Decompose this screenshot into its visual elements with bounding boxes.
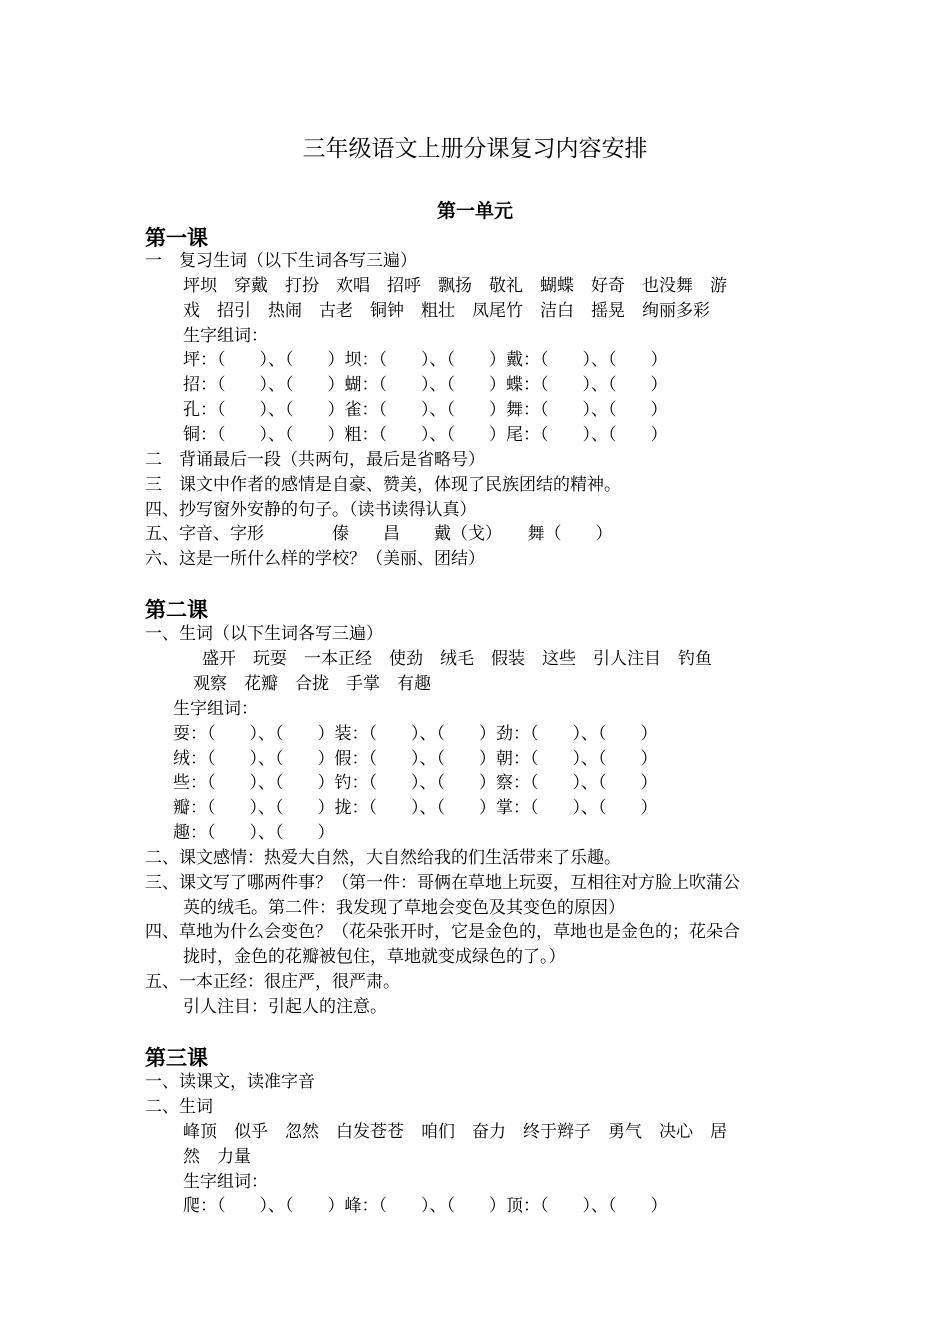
- lesson-3-line: 二、生词: [145, 1097, 213, 1117]
- lesson-2-line: 一、生词（以下生词各写三遍）: [145, 624, 383, 644]
- lesson-2-line: 趣：（ ）、（ ）: [173, 823, 335, 843]
- lesson-3-line: 然 力量: [183, 1147, 251, 1167]
- lesson-2-line: 耍：（ ）、（ ）装：（ ）、（ ）劲：（ ）、（ ）: [173, 724, 658, 744]
- lesson-2-line: 生字组词：: [173, 699, 258, 719]
- lesson-2-line: 拢时，金色的花瓣被包住，草地就变成绿色的了。）: [183, 947, 566, 967]
- lesson-1-heading: 第一课: [145, 225, 208, 250]
- lesson-1-line: 四、抄写窗外安静的句子。（读书读得认真）: [145, 500, 477, 520]
- lesson-1-line: 一 复习生词（以下生词各写三遍）: [145, 251, 417, 271]
- lesson-1-line: 铜：（ ）、（ ）粗：（ ）、（ ）尾：（ ）、（ ）: [183, 425, 668, 445]
- lesson-1-line: 二 背诵最后一段（共两句，最后是省略号）: [145, 450, 485, 470]
- lesson-3-line: 一、读课文，读准字音: [145, 1072, 315, 1092]
- lesson-1-line: 坪：（ ）、（ ）坝：（ ）、（ ）戴：（ ）、（ ）: [183, 350, 668, 370]
- lesson-3-line: 生字组词：: [183, 1172, 268, 1192]
- lesson-1-line: 五、字音、字形 傣 昌 戴（戈） 舞（ ）: [145, 524, 613, 544]
- lesson-2-line: 引人注目：引起人的注意。: [183, 997, 387, 1017]
- lesson-1-line: 坪坝 穿戴 打扮 欢唱 招呼 飘扬 敬礼 蝴蝶 好奇 也没舞 游: [183, 276, 727, 296]
- lesson-3-heading: 第三课: [145, 1045, 208, 1070]
- lesson-2-line: 二、课文感情：热爱大自然，大自然给我的们生活带来了乐趣。: [145, 848, 621, 868]
- lesson-2-line: 英的绒毛。第二件：我发现了草地会变色及其变色的原因）: [183, 898, 625, 918]
- lesson-1-line: 三 课文中作者的感情是自豪、赞美，体现了民族团结的精神。: [145, 475, 621, 495]
- lesson-2-line: 绒：（ ）、（ ）假：（ ）、（ ）朝：（ ）、（ ）: [173, 749, 658, 769]
- lesson-2-line: 四、草地为什么会变色？（花朵张开时，它是金色的，草地也是金色的；花朵合: [145, 922, 740, 942]
- lesson-2-line: 些：（ ）、（ ）钓：（ ）、（ ）察：（ ）、（ ）: [173, 773, 658, 793]
- lesson-1-line: 戏 招引 热闹 古老 铜钟 粗壮 凤尾竹 洁白 摇晃 绚丽多彩: [183, 301, 710, 321]
- lesson-2-line: 五、一本正经：很庄严，很严肃。: [145, 972, 400, 992]
- lesson-2-line: 三、课文写了哪两件事？（第一件：哥俩在草地上玩耍，互相往对方脸上吹蒲公: [145, 873, 740, 893]
- lesson-2-heading: 第二课: [145, 597, 208, 622]
- lesson-3-line: 爬：（ ）、（ ）峰：（ ）、（ ）顶：（ ）、（ ）: [183, 1196, 668, 1216]
- document-title: 三年级语文上册分课复习内容安排: [302, 136, 648, 162]
- unit-heading: 第一单元: [436, 200, 513, 222]
- lesson-1-line: 孔：（ ）、（ ）雀：（ ）、（ ）舞：（ ）、（ ）: [183, 400, 668, 420]
- lesson-2-line: 观察 花瓣 合拢 手掌 有趣: [193, 674, 431, 694]
- lesson-2-line: 盛开 玩耍 一本正经 使劲 绒毛 假装 这些 引人注目 钓鱼: [202, 649, 712, 669]
- lesson-1-line: 招：（ ）、（ ）蝴：（ ）、（ ）蝶：（ ）、（ ）: [183, 375, 668, 395]
- lesson-2-line: 瓣：（ ）、（ ）拢：（ ）、（ ）掌：（ ）、（ ）: [173, 798, 658, 818]
- lesson-3-line: 峰顶 似乎 忽然 白发苍苍 咱们 奋力 终于辫子 勇气 决心 居: [183, 1122, 727, 1142]
- lesson-1-line: 六、这是一所什么样的学校？（美丽、团结）: [145, 549, 485, 569]
- lesson-1-line: 生字组词：: [183, 326, 268, 346]
